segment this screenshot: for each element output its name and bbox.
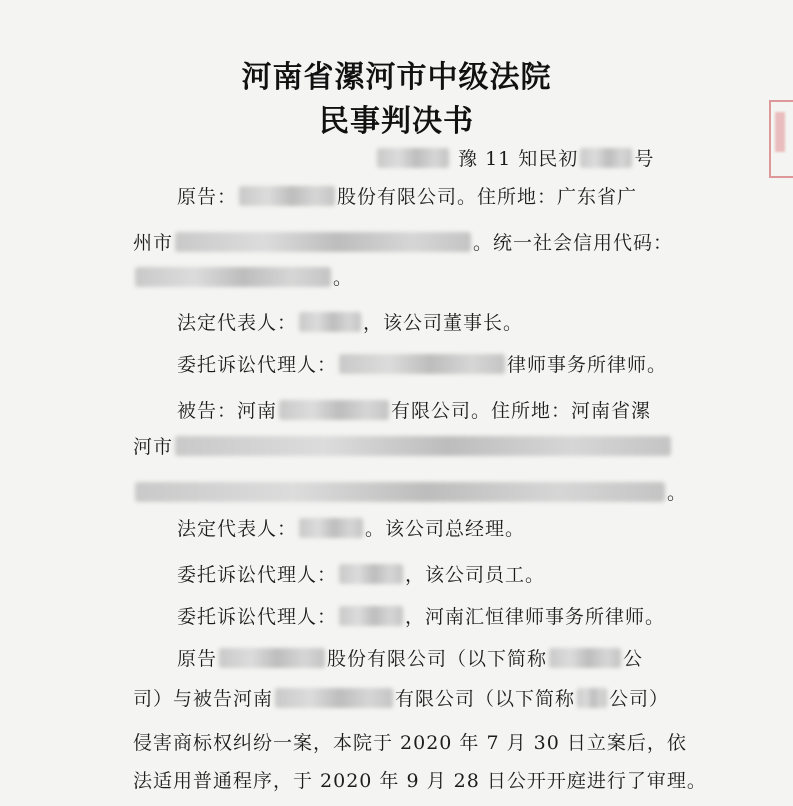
defendant-label: 被告：河南 <box>177 400 278 422</box>
paragraph-mid-2: 公 <box>623 648 644 670</box>
plaintiff-company-suffix: 股份有限公司。住所地：广东省广 <box>337 186 638 208</box>
agent-1-line <box>177 352 667 378</box>
redacted-plaintiff-abbrev <box>549 648 621 668</box>
legal-rep-1-suffix: ，该公司董事长。 <box>363 312 524 334</box>
redacted-defendant-name <box>279 400 389 420</box>
defendant-address-line-2 <box>133 480 687 506</box>
redacted-plaintiff-name <box>239 186 335 206</box>
defendant-suffix: 有限公司。住所地：河南省漯 <box>391 400 652 422</box>
redacted-plaintiff-short <box>219 648 325 668</box>
redacted-defendant-short <box>275 688 393 708</box>
agent-3-suffix: ，河南汇恒律师事务所律师。 <box>405 606 666 628</box>
plaintiff-code-line <box>133 265 353 291</box>
redacted-legal-rep-2 <box>299 518 363 538</box>
paragraph-line-1 <box>177 646 643 672</box>
paragraph-start: 原告 <box>177 648 218 670</box>
legal-rep-1-label: 法定代表人： <box>177 312 298 334</box>
agent-1-label: 委托诉讼代理人： <box>177 354 338 376</box>
redacted-plaintiff-address <box>175 232 471 252</box>
plaintiff-line <box>177 184 637 210</box>
agent-3-label: 委托诉讼代理人： <box>177 606 338 628</box>
agent-3-line <box>177 604 665 630</box>
legal-rep-2-label: 法定代表人： <box>177 518 298 540</box>
paragraph-line-2-a: 司）与被告河南 <box>133 688 274 710</box>
document-type-title: 民事判决书 <box>319 104 474 139</box>
redacted-agent-3 <box>339 606 403 626</box>
defendant-address-start: 河市 <box>133 436 174 458</box>
case-number-text: 豫 11 知民初 <box>458 148 579 170</box>
agent-2-label: 委托诉讼代理人： <box>177 564 338 586</box>
paragraph-line-3: 侵害商标权纠纷一案，本院于 2020 年 7 月 30 日立案后，依 <box>133 732 687 754</box>
case-number <box>375 146 654 172</box>
defendant-address-end: 。 <box>667 482 688 504</box>
redacted-year <box>377 148 449 168</box>
plaintiff-address-start: 州市 <box>133 232 174 254</box>
redacted-defendant-abbrev <box>577 688 607 708</box>
plaintiff-address-line <box>133 230 673 256</box>
redacted-defendant-address <box>175 436 671 456</box>
legal-rep-2-line <box>177 516 525 542</box>
plaintiff-address-end: 。统一社会信用代码： <box>473 232 674 254</box>
paragraph-line-2-c: 公司） <box>609 688 670 710</box>
plaintiff-label: 原告： <box>177 186 238 208</box>
plaintiff-code-end: 。 <box>333 267 354 289</box>
redacted-legal-rep-1 <box>299 312 361 332</box>
agent-2-suffix: ，该公司员工。 <box>405 564 546 586</box>
paragraph-mid-1: 股份有限公司（以下简称 <box>327 648 548 670</box>
paragraph-line-2 <box>133 686 669 712</box>
redacted-case-id <box>580 148 632 168</box>
redacted-credit-code <box>135 267 331 287</box>
defendant-address-line <box>133 434 673 460</box>
redacted-defendant-address-2 <box>135 482 665 502</box>
defendant-line <box>177 398 651 424</box>
agent-2-line <box>177 562 545 588</box>
case-number-suffix: 号 <box>634 148 655 170</box>
legal-rep-2-suffix: 。该公司总经理。 <box>365 518 526 540</box>
legal-rep-1-line <box>177 310 523 336</box>
redacted-agent-2 <box>339 564 403 584</box>
redacted-agent-1 <box>339 354 505 374</box>
court-name-title: 河南省漯河市中级法院 <box>241 60 552 95</box>
agent-1-suffix: 律师事务所律师。 <box>507 354 668 376</box>
paragraph-line-4: 法适用普通程序，于 2020 年 9 月 28 日公开开庭进行了审理。 <box>133 770 707 792</box>
paragraph-line-2-b: 有限公司（以下简称 <box>395 688 576 710</box>
